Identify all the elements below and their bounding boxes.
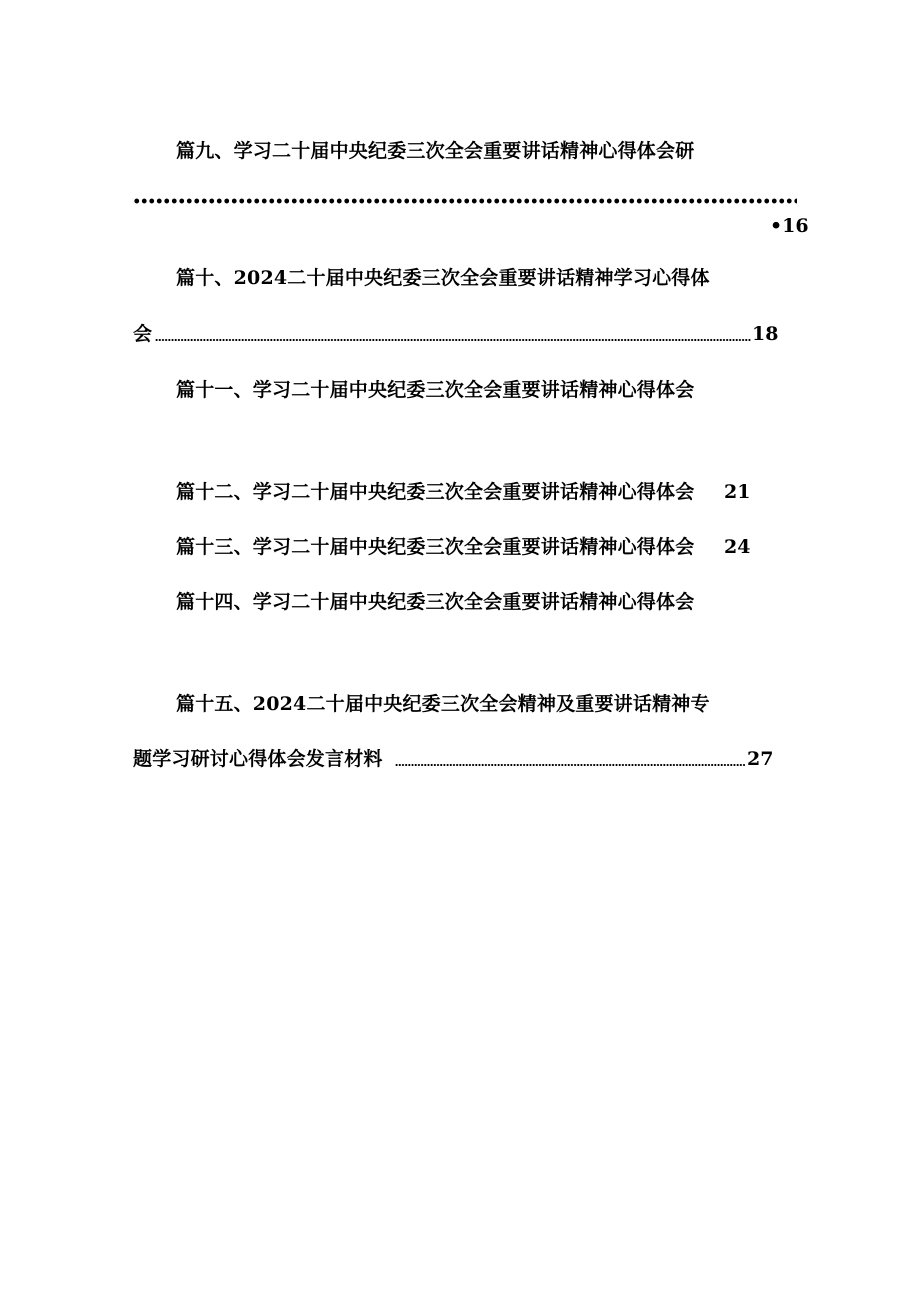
toc-entry-11-title: 篇十一、学习二十届中央纪委三次全会重要讲话精神心得体会 bbox=[176, 379, 695, 401]
toc-entry-12-page: 21 bbox=[724, 481, 751, 503]
toc-entry-9-title: 篇九、学习二十届中央纪委三次全会重要讲话精神心得体会研 bbox=[176, 140, 695, 162]
toc-entry-15-page: 27 bbox=[747, 748, 774, 770]
toc-entry-10-leader bbox=[155, 338, 751, 342]
toc-entry-10-page: 18 bbox=[752, 323, 779, 345]
toc-entry-10-title-line1: 篇十、2024二十届中央纪委三次全会重要讲话精神学习心得体 bbox=[176, 267, 710, 289]
toc-entry-12-title: 篇十二、学习二十届中央纪委三次全会重要讲话精神心得体会 bbox=[176, 481, 695, 503]
toc-entry-9-page: •16 bbox=[770, 215, 809, 237]
toc-entry-15-leader bbox=[395, 763, 745, 767]
toc-entry-10-title-line2: 会 bbox=[133, 323, 153, 345]
toc-entry-9-leader bbox=[133, 196, 797, 206]
toc-entry-14-title: 篇十四、学习二十届中央纪委三次全会重要讲话精神心得体会 bbox=[176, 591, 695, 613]
toc-entry-13-page: 24 bbox=[724, 536, 751, 558]
toc-entry-15-title-line1: 篇十五、2024二十届中央纪委三次全会精神及重要讲话精神专 bbox=[176, 693, 710, 715]
toc-entry-15-title-line2: 题学习研讨心得体会发言材料 bbox=[133, 748, 383, 770]
toc-entry-13-title: 篇十三、学习二十届中央纪委三次全会重要讲话精神心得体会 bbox=[176, 536, 695, 558]
